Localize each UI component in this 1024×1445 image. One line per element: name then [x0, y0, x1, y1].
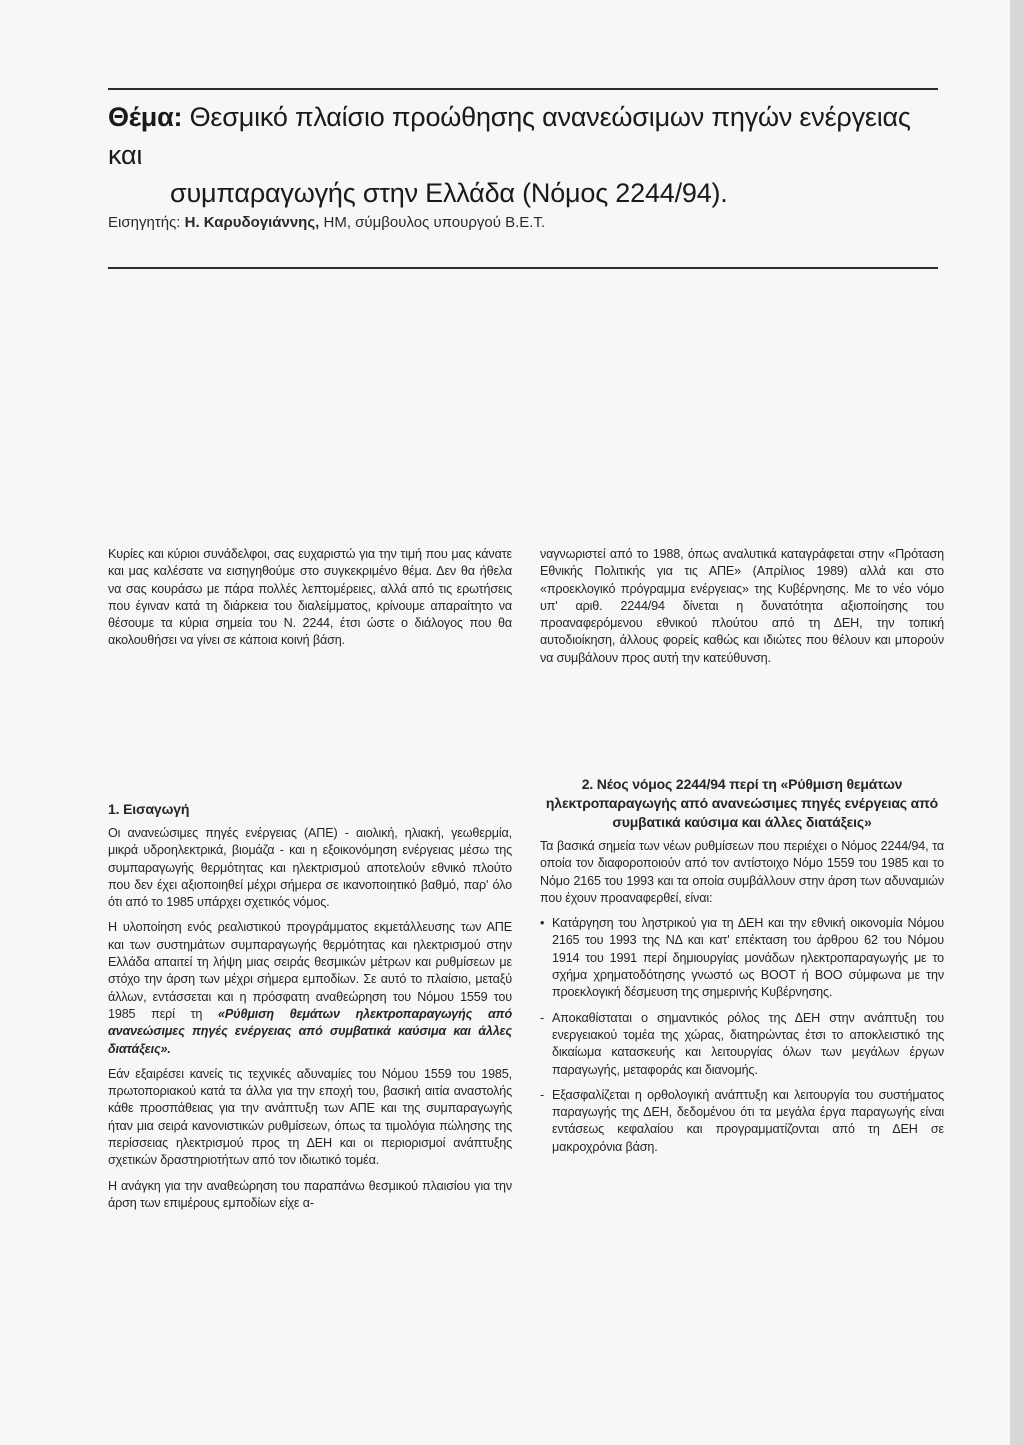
section-2-column	[540, 775, 944, 1164]
provisions-list	[540, 915, 944, 1156]
bullet-mark: •	[540, 916, 545, 931]
author-line	[108, 214, 545, 231]
section-1-heading: 1. Εισαγωγή	[108, 801, 190, 817]
law-title-emphasis: «Ρύθμιση θεμάτων ηλεκτροπαραγωγής από ανανεώσιμες πηγές ενέργειας από συμβατικά καύσιμα και άλλες διατάξεις».	[108, 1006, 512, 1056]
top-rule	[108, 88, 938, 90]
section-1-paragraph-4: Η ανάγκη για την αναθεώρηση του παραπάνω θεσμικού πλαισίου για την άρση των επιμέρους εμποδίων είχε α-	[108, 1178, 512, 1210]
dash-mark: -	[540, 1010, 545, 1025]
header-rule	[108, 267, 938, 269]
intro-right-column	[540, 546, 944, 675]
document-title	[108, 98, 948, 212]
section-1-paragraph-1: Οι ανανεώσιμες πηγές ενέργειας (ΑΠΕ) - αιολική, ηλιακή, γεωθερμία, μικρά υδροηλεκτρικά, βιομάζα - και η εξοικονόμηση ενέργειας μέσω της συμπαραγωγής θερμότητας και ηλεκτρισμού αποτελούν εθνικό πλούτο που δεν έχει αξιοποιηθεί μέχρι σήμερα σε ικανοποιητικό βαθμό, παρ' όλο ότι από το 1985 υπάρχει σχετικός νόμος.	[108, 826, 512, 910]
author-name: Η. Καρυδογιάννης,	[184, 214, 320, 231]
page-edge-shadow	[1010, 0, 1024, 1445]
section-1-paragraph-2	[108, 919, 512, 1057]
list-item-text: Αποκαθίσταται ο σημαντικός ρόλος της ΔΕΗ στην ανάπτυξη του ενεργειακού τομέα της χώρας, διατηρώντας έτσι το αποκλειστικό της δικαίωμα κατασκευής και λειτουργίας όλων των μεγάλων έργων παραγωγής, μεταφοράς και διανομής.	[552, 1010, 944, 1077]
section-1-paragraph-2-text: Η υλοποίηση ενός ρεαλιστικού προγράμματος εκμετάλλευσης των ΑΠΕ και των συστημάτων συμπαραγωγής θερμότητας και ηλεκτρισμού στην Ελλάδα απαιτεί τη λήψη μιας σειράς θεσμικών μέτρων και ρυθμίσεων με στόχο την άρση των μέχρι σήμερα εμποδίων. Σε αυτό το πλαίσιο, μεταξύ άλλων, εντάσσεται και η πρόσφατη αναθεώρηση του Νόμου 1559 του 1985 περί τη	[108, 920, 512, 1021]
intro-paragraph: Κυρίες και κύριοι συνάδελφοι, σας ευχαριστώ για την τιμή που μας κάνατε και μας καλέσατε να εισηγηθούμε στο συγκεκριμένο θέμα. Δεν θα ήθελα να σας κουράσω με πάρα πολλές λεπτομέρειες, αλλά από τις ερωτήσεις που έγιναν κατά τη διάρκεια του διαλείμματος, κρίνουμε απαραίτητο να θέσουμε τα κύρια σημεία του Ν. 2244, έτσι ώστε ο διάλογος που θα ακολουθήσει να γίνει σε κάποια κοινή βάση.	[108, 547, 512, 648]
list-item-text: Κατάργηση του ληστρικού για τη ΔΕΗ και την εθνική οικονομία Νόμου 2165 του 1993 της ΝΔ και κατ' επέκταση του άρθρου 62 του Νόμου 1914 του 1991 περί δημιουργίας μονάδων ηλεκτροπαραγωγής με το σχήμα χρηματοδότησης γνωστό ως BOOT ή BOO σύμφωνα με την προεκλογική δέσμευση της σημερινής Κυβέρνησης.	[552, 916, 944, 1000]
section-2-heading: 2. Νέος νόμος 2244/94 περί τη «Ρύθμιση θεμάτων ηλεκτροπαραγωγής από ανανεώσιμες πηγές ενέργειας από συμβατικά καύσιμα και άλλες διατάξεις»	[545, 776, 939, 830]
intro-left-column	[108, 546, 512, 658]
list-item-text: Εξασφαλίζεται η ορθολογική ανάπτυξη και λειτουργία του συστήματος παραγωγής της ΔΕΗ, δεδομένου ότι τα μεγάλα έργα παραγωγής είναι εντάσεως κεφαλαίου και προγραμματίζονται από τη ΔΕΗ σε μακροχρόνια βάση.	[552, 1087, 944, 1154]
dash-mark: -	[540, 1087, 545, 1102]
section-1-column	[108, 800, 512, 1220]
title-line-1: Θεσμικό πλαίσιο προώθησης ανανεώσιμων πηγών ενέργειας και	[108, 102, 911, 170]
list-item	[540, 1010, 944, 1079]
section-1-paragraph-3: Εάν εξαιρέσει κανείς τις τεχνικές αδυναμίες του Νόμου 1559 του 1985, πρωτοποριακού κατά τα άλλα για την εποχή του, βασική αιτία αναστολής κάθε προσπάθειας για την ανάπτυξη των ΑΠΕ και της συμπαραγωγής ήταν μια σειρά κανονιστικών ρυθμίσεων, όπως τα τιμολόγια πώλησης της περίσσειας ηλεκτρισμού προς τη ΔΕΗ και οι περιορισμοί ανάπτυξης σχετικών δραστηριοτήτων από τον ιδιωτικό τομέα.	[108, 1066, 512, 1168]
title-label: Θέμα:	[108, 102, 183, 132]
title-line-2: συμπαραγωγής στην Ελλάδα (Νόμος 2244/94).	[170, 178, 728, 208]
list-item	[540, 1087, 944, 1156]
author-prefix: Εισηγητής:	[108, 214, 181, 231]
intro-continuation-paragraph: ναγνωριστεί από το 1988, όπως αναλυτικά καταγράφεται στην «Πρόταση Εθνικής Πολιτικής για τις ΑΠΕ» (Απρίλιος 1989) αλλά και στο «προεκλογικό πρόγραμμα ενέργειας» της Κυβέρνησης. Με το νέο νόμο υπ' αριθ. 2244/94 δίνεται η δυνατότητα αξιοποίησης του προαναφερόμενου εθνικού πλούτου από τη ΔΕΗ, την τοπική αυτοδιοίκηση, άλλους φορείς καθώς και ιδιώτες που θέλουν και μπορούν να συμβάλουν προς αυτή την κατεύθυνση.	[540, 547, 944, 665]
author-role: ΗΜ, σύμβουλος υπουργού Β.Ε.Τ.	[323, 214, 546, 231]
section-2-intro: Τα βασικά σημεία των νέων ρυθμίσεων που περιέχει ο Νόμος 2244/94, τα οποία τον διαφοροποιούν από τον αντίστοιχο Νόμο 1559 του 1985 και το Νόμο 2165 του 1993 και τα οποία συμβάλλουν στην άρση των αδυναμιών που έχουν προαναφερθεί, είναι:	[540, 839, 944, 905]
list-item	[540, 915, 944, 1001]
